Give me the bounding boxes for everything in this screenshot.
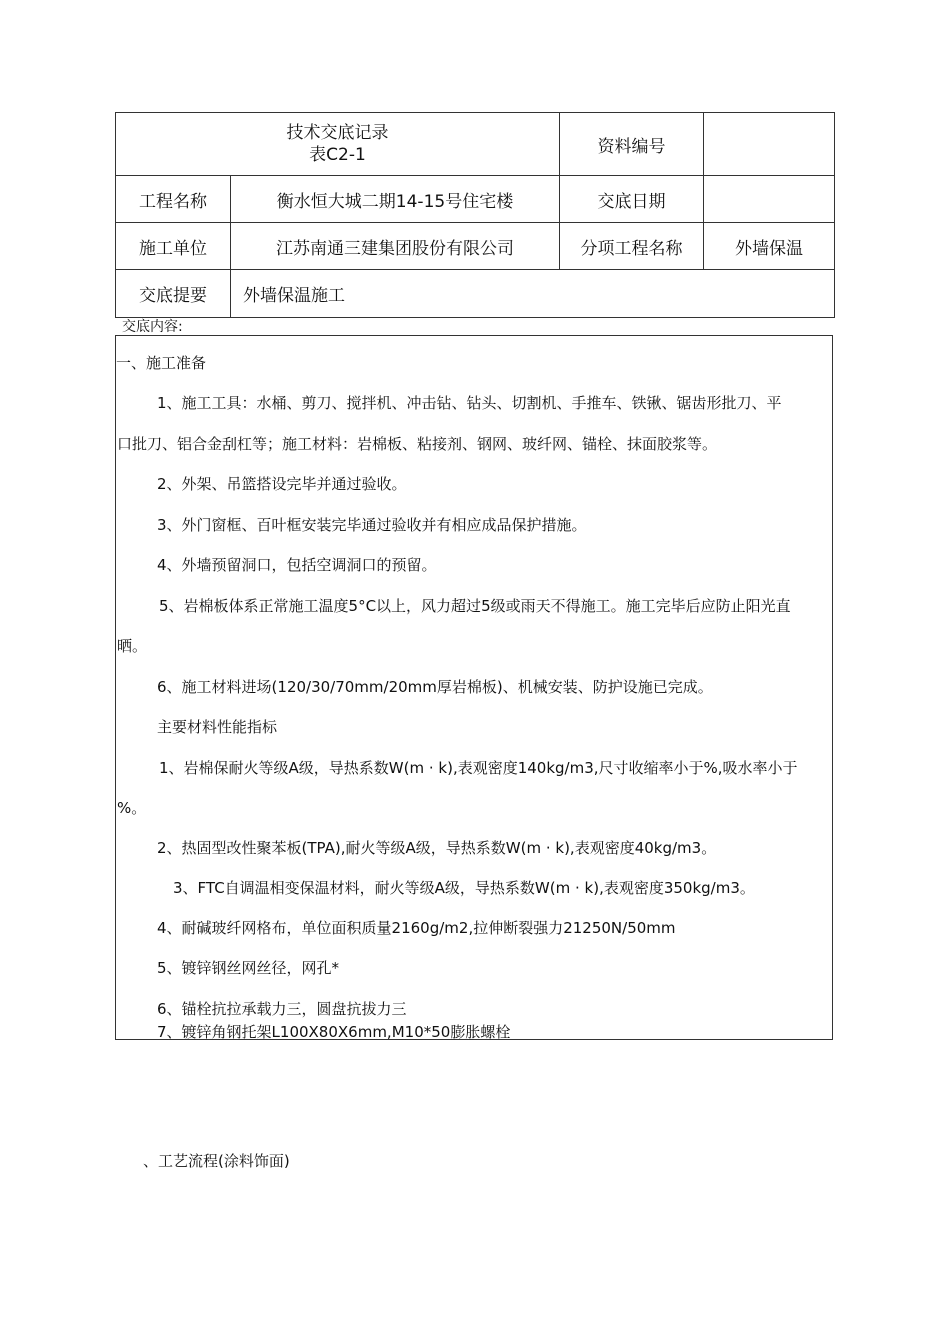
content-line: 4、耐碱玻纤网格布，单位面积质量2160g/m2,拉伸断裂强力21250N/50mm [157, 919, 676, 937]
summary-value: 外墙保温施工 [231, 270, 835, 318]
content-line: 1、施工工具：水桶、剪刀、搅拌机、冲击钻、钻头、切割机、手推车、铁锹、锯齿形批刀、平 [157, 394, 782, 412]
doc-no-value [704, 113, 835, 176]
content-line: 7、镀锌角钢托架L100X80X6mm,M10*50膨胀螺栓 [157, 1023, 511, 1041]
title-cell [116, 113, 560, 176]
content-line: 3、外门窗框、百叶框安装完毕通过验收并有相应成品保护措施。 [157, 516, 587, 534]
materials-subtitle: 主要材料性能指标 [157, 718, 278, 736]
content-line: 晒。 [117, 637, 148, 655]
content-line: 4、外墙预留洞口，包括空调洞口的预留。 [157, 556, 437, 574]
content-label: 交底内容: [122, 319, 183, 335]
content-line: 2、热固型改性聚苯板(TPA),耐火等级A级，导热系数W(m · k),表观密度40kg/m3。 [157, 839, 717, 857]
form-number: 表C2-1 [309, 145, 366, 165]
content-line: 6、施工材料进场(120/30/70mm/20mm厚岩棉板)、机械安装、防护设施已完成。 [157, 678, 713, 696]
doc-title: 技术交底记录 [286, 123, 389, 143]
content-line: 5、岩棉板体系正常施工温度5°C以上，风力超过5级或雨天不得施工。施工完毕后应防止阳光直 [159, 597, 791, 615]
date-value [704, 176, 835, 223]
subproject-label: 分项工程名称 [560, 223, 704, 270]
content-line: 3、FTC自调温相变保温材料，耐火等级A级，导热系数W(m · k),表观密度350kg/m3。 [173, 879, 755, 897]
contractor-label: 施工单位 [116, 223, 231, 270]
content-line: %。 [117, 799, 147, 817]
contractor-value: 江苏南通三建集团股份有限公司 [231, 223, 560, 270]
doc-no-label: 资料编号 [560, 113, 704, 176]
content-line: 2、外架、吊篮搭设完毕并通过验收。 [157, 475, 407, 493]
content-line: 口批刀、铝合金刮杠等；施工材料：岩棉板、粘接剂、钢网、玻纤网、锚栓、抹面胶浆等。 [117, 435, 718, 453]
project-label: 工程名称 [116, 176, 231, 223]
content-line: 1、岩棉保耐火等级A级，导热系数W(m · k),表观密度140kg/m3,尺寸收缩率小于%,吸水率小于 [159, 759, 798, 777]
date-label: 交底日期 [560, 176, 704, 223]
subproject-value: 外墙保温 [704, 223, 835, 270]
content-line: 6、锚栓抗拉承载力三，圆盘抗拔力三 [157, 1000, 407, 1018]
section-title-process: 、工艺流程(涂料饰面) [143, 1152, 290, 1170]
content-line: 5、镀锌钢丝网丝径，网孔* [157, 959, 340, 977]
project-value: 衡水恒大城二期14-15号住宅楼 [231, 176, 560, 223]
header-table [115, 112, 835, 318]
section-title-preparation: 一、施工准备 [116, 354, 207, 372]
summary-label: 交底提要 [116, 270, 231, 318]
